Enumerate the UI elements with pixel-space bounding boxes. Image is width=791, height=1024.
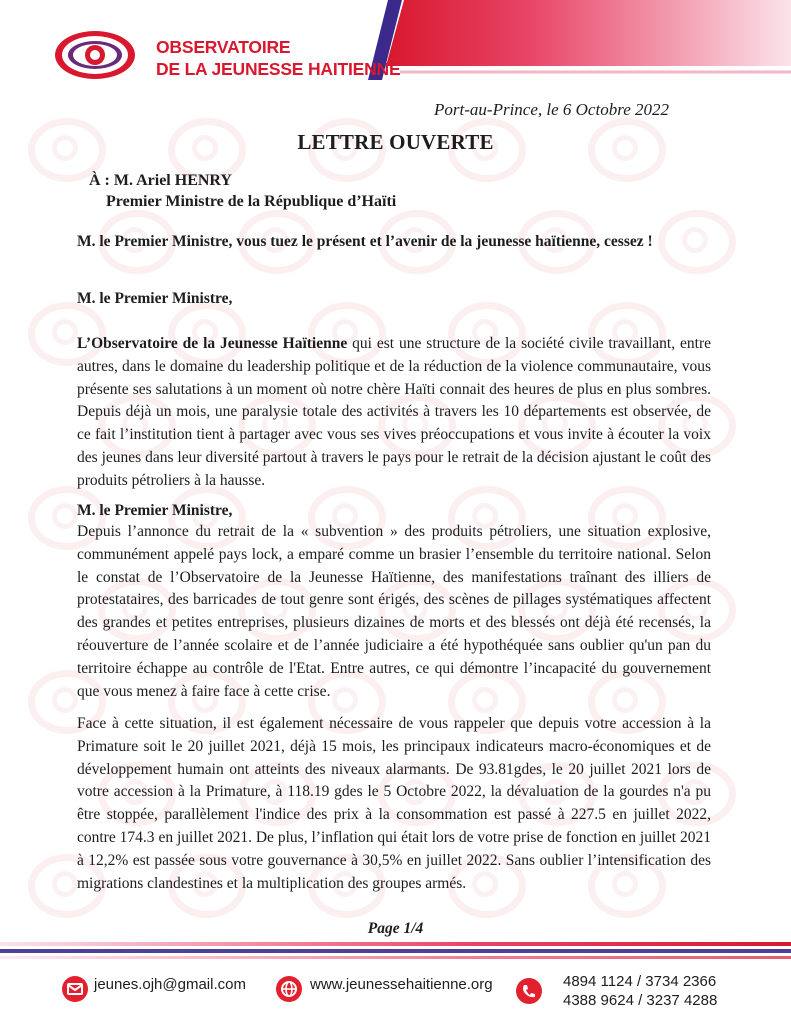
- paragraph-2: Depuis l’annonce du retrait de la « subvention » des produits pétroliers, une situation explosive, communément appelé pays lock, a emparé comme un brasier l’ensemble du territoire national. Selon le constat de l’Observatoire de la Jeunesse Haïtienne, des manifestations traînant des illiers de protestataires, des barricades de tout genre sont érigés, des scènes de pillages systématiques affectent des grandes et petites entreprises, plusieurs dizaines de morts et des blessés ont déjà été recensés, la réouverture de l’année scolaire et de l’année judiciaire a été hypothéquée sans oublier qu'un pan du territoire échappe au contrôle de l'Etat. Entre autres, ce qui démontre l’incapacité du gouvernement que vous menez à faire face à cette crise.: [77, 523, 711, 700]
- footer-email[interactable]: jeunes.ojh@gmail.com: [94, 976, 246, 993]
- paragraph-1-text: qui est une structure de la société civile travaillant, entre autres, dans le domaine du leadership politique et de la réduction de la violence communautaire, vous présente ses salutations à un moment où notre chère Haïti connait des heures de plus en plus sombres. Depuis déjà un mois, une paralysie totale des activités à travers les 10 départements est observée, de ce fait l’institution tient à partager avec vous ses vives préoccupations et vous invite à écouter la voix des jeunes dans leur diversité partout à travers le pays pour le retrait de la décision ajustant le coût des produits pétroliers à la hausse.: [77, 335, 711, 489]
- organization-name: [156, 36, 400, 80]
- recipient-role: Premier Ministre de la République d’Haïti: [106, 193, 397, 210]
- footer-phones: [563, 972, 717, 1010]
- phone-line-1[interactable]: 4894 1124 / 3734 2366: [563, 973, 717, 990]
- recipient-block: [89, 170, 396, 212]
- email-icon: [62, 976, 88, 1002]
- paragraph-3: Face à cette situation, il est également nécessaire de vous rappeler que depuis votre accession à la Primature soit le 20 juillet 2021, déjà 15 mois, les principaux indicateurs macro-économiques et de développement humain ont atteints des niveaux alarmants. De 93.81gdes, le 20 juillet 2021 lors de votre accession à la Primature, à 118.19 gdes le 5 Octobre 2022, la dévaluation de la gourdes n'a pu être stoppée, parallèlement l'indice des prix à la consommation est passé à 227.5 en juillet 2022, contre 174.3 en juillet 2021. De plus, l’inflation qui était lors de votre prise de fonction en juillet 2021 à 12,2% est passée sous votre gouvernance à 30,5% en juillet 2022. Sans oublier l’intensification des migrations clandestines et la multiplication des groupes armés.: [77, 715, 711, 892]
- globe-icon: [276, 976, 302, 1002]
- footer-website[interactable]: www.jeunessehaitienne.org: [310, 976, 493, 993]
- letter-title: LETTRE OUVERTE: [297, 130, 494, 154]
- salutation-1: M. le Premier Ministre,: [77, 290, 233, 307]
- footer-band: [0, 940, 791, 966]
- org-name-line1: OBSERVATOIRE: [156, 37, 291, 57]
- phone-line-2[interactable]: 4388 9624 / 3237 4288: [563, 992, 718, 1009]
- page-number: Page 1/4: [367, 920, 424, 937]
- phone-icon: [516, 978, 542, 1004]
- paragraph-1: [77, 333, 711, 493]
- org-name-line2: DE LA JEUNESSE HAITIENNE: [156, 59, 401, 79]
- salutation-2: M. le Premier Ministre,: [77, 502, 233, 519]
- recipient-name: À : M. Ariel HENRY: [89, 172, 232, 189]
- letter-headline: M. le Premier Ministre, vous tuez le présent et l’avenir de la jeunesse haïtienne, cessez !: [77, 233, 653, 250]
- eye-logo-icon: [52, 28, 138, 82]
- paragraph-1-org: L’Observatoire de la Jeunesse Haïtienne: [77, 335, 348, 352]
- letter-date: Port-au-Prince, le 6 Octobre 2022: [434, 100, 669, 119]
